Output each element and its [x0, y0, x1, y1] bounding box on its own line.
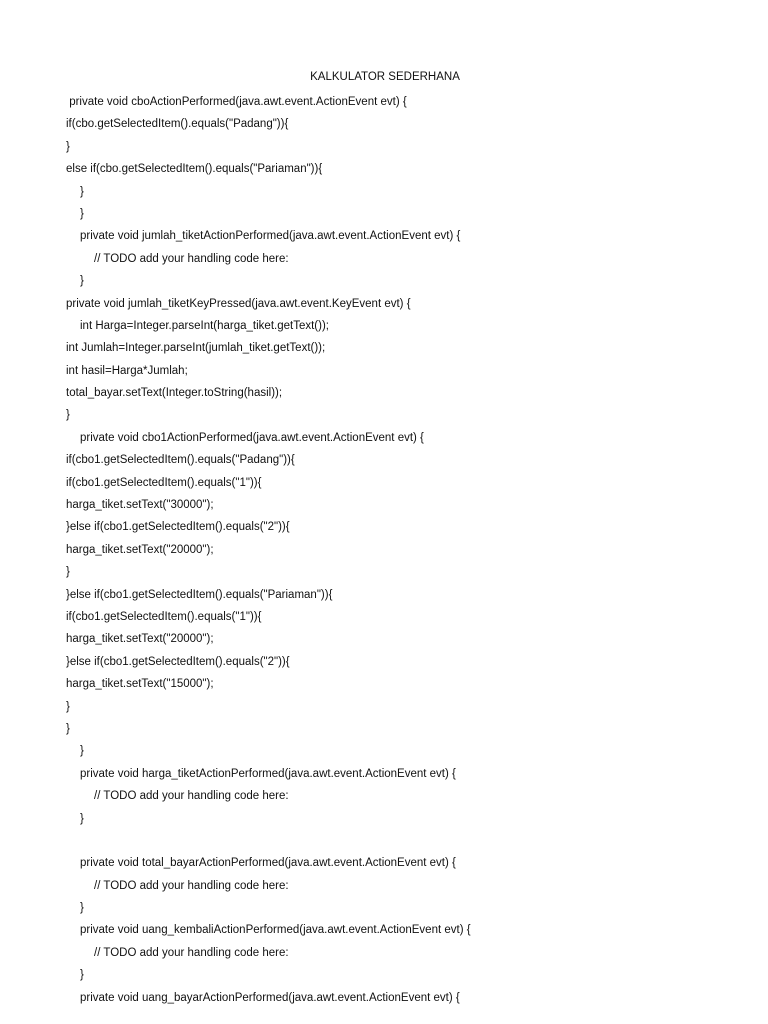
- code-line: total_bayar.setText(Integer.toString(hasil));: [66, 387, 283, 400]
- code-line: // TODO add your handling code here:: [94, 879, 289, 892]
- code-line: private void uang_kembaliActionPerformed(java.awt.event.ActionEvent evt) {: [80, 924, 471, 937]
- code-line: if(cbo1.getSelectedItem().equals("1")){: [66, 610, 262, 623]
- code-line: private void cbo1ActionPerformed(java.awt.event.ActionEvent evt) {: [80, 431, 424, 444]
- code-line: private void harga_tiketActionPerformed(java.awt.event.ActionEvent evt) {: [80, 767, 456, 780]
- code-line: }: [80, 812, 84, 825]
- code-line: if(cbo1.getSelectedItem().equals("Padang")){: [66, 454, 295, 467]
- code-line: harga_tiket.setText("20000");: [66, 543, 214, 556]
- code-line: }: [66, 722, 70, 735]
- code-line: // TODO add your handling code here:: [94, 252, 289, 265]
- code-line: }: [80, 275, 84, 288]
- code-line: if(cbo.getSelectedItem().equals("Padang")){: [66, 118, 289, 131]
- code-line: [0, 830, 768, 852]
- code-line: private void uang_bayarActionPerformed(java.awt.event.ActionEvent evt) {: [80, 991, 460, 1004]
- code-line: private void jumlah_tiketKeyPressed(java.awt.event.KeyEvent evt) {: [66, 297, 411, 310]
- code-line: }: [66, 140, 70, 153]
- code-line: if(cbo1.getSelectedItem().equals("1")){: [66, 476, 262, 489]
- code-line: }: [80, 185, 84, 198]
- code-line: // TODO add your handling code here:: [94, 946, 289, 959]
- code-line: }else if(cbo1.getSelectedItem().equals("2")){: [66, 655, 290, 668]
- code-line: }: [66, 409, 70, 422]
- code-line: }: [80, 969, 84, 982]
- code-line: int Jumlah=Integer.parseInt(jumlah_tiket.getText());: [66, 342, 326, 355]
- code-line: private void total_bayarActionPerformed(java.awt.event.ActionEvent evt) {: [80, 857, 456, 870]
- code-line: }: [80, 207, 84, 220]
- code-line: harga_tiket.setText("30000");: [66, 499, 214, 512]
- code-listing: [0, 91, 768, 1009]
- code-line: }: [80, 902, 84, 915]
- code-line: private void jumlah_tiketActionPerformed(java.awt.event.ActionEvent evt) {: [80, 230, 461, 243]
- code-line: }else if(cbo1.getSelectedItem().equals("2")){: [66, 521, 290, 534]
- code-line: int hasil=Harga*Jumlah;: [66, 364, 188, 377]
- code-line: harga_tiket.setText("15000");: [66, 678, 214, 691]
- code-line: private void cboActionPerformed(java.awt.event.ActionEvent evt) {: [66, 96, 407, 108]
- code-line: }: [80, 745, 84, 758]
- code-line: int Harga=Integer.parseInt(harga_tiket.getText());: [80, 319, 329, 332]
- code-line: else if(cbo.getSelectedItem().equals("Pariaman")){: [66, 163, 323, 176]
- code-line: // TODO add your handling code here:: [94, 790, 289, 803]
- code-line: }: [66, 700, 70, 713]
- document-title: KALKULATOR SEDERHANA: [310, 71, 460, 83]
- code-line: }: [66, 566, 70, 579]
- code-line: harga_tiket.setText("20000");: [66, 633, 214, 646]
- code-line: }else if(cbo1.getSelectedItem().equals("Pariaman")){: [66, 588, 333, 601]
